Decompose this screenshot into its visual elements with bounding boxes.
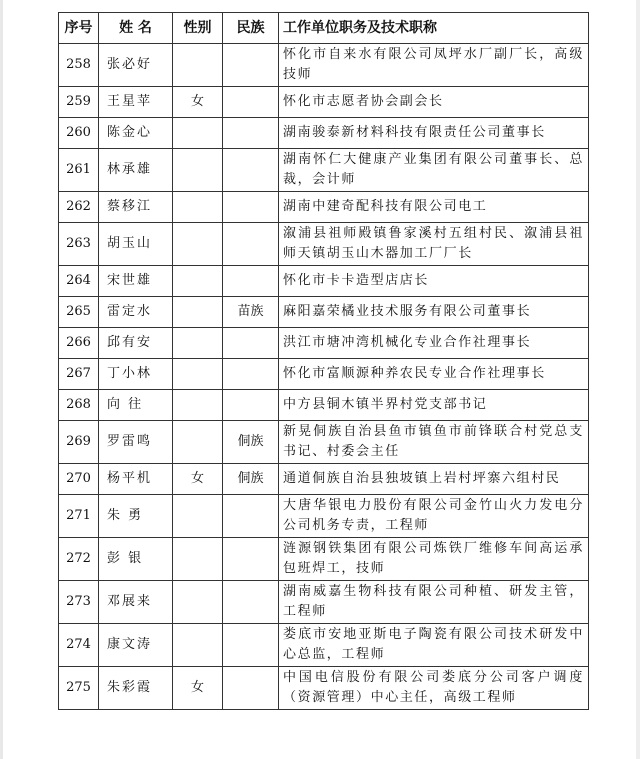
cell-name: 彭 银 bbox=[99, 538, 173, 581]
cell-num: 273 bbox=[59, 581, 99, 624]
cell-ethnicity bbox=[223, 87, 279, 118]
cell-ethnicity bbox=[223, 624, 279, 667]
cell-gender: 女 bbox=[173, 87, 223, 118]
table-row bbox=[59, 624, 589, 667]
cell-num: 264 bbox=[59, 266, 99, 297]
cell-ethnicity bbox=[223, 390, 279, 421]
cell-ethnicity bbox=[223, 495, 279, 538]
cell-gender bbox=[173, 44, 223, 87]
cell-gender bbox=[173, 297, 223, 328]
cell-name: 朱彩霞 bbox=[99, 667, 173, 710]
cell-num: 265 bbox=[59, 297, 99, 328]
cell-job: 怀化市自来水有限公司凤坪水厂副厂长，高级技师 bbox=[279, 44, 589, 87]
cell-gender bbox=[173, 624, 223, 667]
cell-job: 娄底市安地亚斯电子陶瓷有限公司技术研发中心总监，工程师 bbox=[279, 624, 589, 667]
table-row bbox=[59, 118, 589, 149]
table-header-row bbox=[59, 13, 589, 44]
cell-name: 康文涛 bbox=[99, 624, 173, 667]
cell-ethnicity bbox=[223, 44, 279, 87]
cell-job: 洪江市塘冲湾机械化专业合作社理事长 bbox=[279, 328, 589, 359]
cell-gender bbox=[173, 223, 223, 266]
cell-gender bbox=[173, 192, 223, 223]
cell-ethnicity bbox=[223, 581, 279, 624]
cell-gender bbox=[173, 421, 223, 464]
cell-name: 朱 勇 bbox=[99, 495, 173, 538]
cell-name: 陈金心 bbox=[99, 118, 173, 149]
cell-num: 274 bbox=[59, 624, 99, 667]
cell-ethnicity: 侗族 bbox=[223, 464, 279, 495]
table-row bbox=[59, 192, 589, 223]
cell-num: 267 bbox=[59, 359, 99, 390]
cell-ethnicity bbox=[223, 266, 279, 297]
cell-job: 大唐华银电力股份有限公司金竹山火力发电分公司机务专责，工程师 bbox=[279, 495, 589, 538]
cell-gender: 女 bbox=[173, 667, 223, 710]
page-edge-right bbox=[636, 0, 640, 759]
cell-gender bbox=[173, 266, 223, 297]
cell-num: 269 bbox=[59, 421, 99, 464]
roster-table bbox=[58, 12, 589, 710]
cell-ethnicity bbox=[223, 328, 279, 359]
cell-ethnicity bbox=[223, 667, 279, 710]
cell-name: 邱有安 bbox=[99, 328, 173, 359]
table-row bbox=[59, 266, 589, 297]
cell-num: 260 bbox=[59, 118, 99, 149]
cell-ethnicity bbox=[223, 149, 279, 192]
table-row bbox=[59, 538, 589, 581]
table-row bbox=[59, 495, 589, 538]
cell-ethnicity bbox=[223, 538, 279, 581]
cell-job: 怀化市卡卡造型店店长 bbox=[279, 266, 589, 297]
cell-ethnicity: 苗族 bbox=[223, 297, 279, 328]
cell-job: 湖南怀仁大健康产业集团有限公司董事长、总裁，会计师 bbox=[279, 149, 589, 192]
cell-name: 林承雄 bbox=[99, 149, 173, 192]
cell-gender bbox=[173, 495, 223, 538]
cell-job: 麻阳嘉荣橘业技术服务有限公司董事长 bbox=[279, 297, 589, 328]
table-row bbox=[59, 464, 589, 495]
table-row bbox=[59, 421, 589, 464]
table-row bbox=[59, 87, 589, 118]
cell-name: 张必好 bbox=[99, 44, 173, 87]
cell-job: 湖南威嘉生物科技有限公司种植、研发主管，工程师 bbox=[279, 581, 589, 624]
page-edge-left bbox=[0, 0, 3, 759]
table-row bbox=[59, 44, 589, 87]
cell-num: 262 bbox=[59, 192, 99, 223]
cell-name: 王星苹 bbox=[99, 87, 173, 118]
cell-name: 邓展来 bbox=[99, 581, 173, 624]
cell-name: 罗雷鸣 bbox=[99, 421, 173, 464]
cell-gender bbox=[173, 359, 223, 390]
cell-num: 259 bbox=[59, 87, 99, 118]
cell-job: 湖南骏泰新材料科技有限责任公司董事长 bbox=[279, 118, 589, 149]
cell-num: 268 bbox=[59, 390, 99, 421]
table-row bbox=[59, 667, 589, 710]
cell-job: 怀化市志愿者协会副会长 bbox=[279, 87, 589, 118]
cell-num: 263 bbox=[59, 223, 99, 266]
cell-gender bbox=[173, 328, 223, 359]
header-num: 序号 bbox=[59, 13, 99, 44]
cell-job: 涟源钢铁集团有限公司炼铁厂维修车间高运承包班焊工，技师 bbox=[279, 538, 589, 581]
cell-name: 向 往 bbox=[99, 390, 173, 421]
cell-num: 272 bbox=[59, 538, 99, 581]
cell-ethnicity bbox=[223, 359, 279, 390]
cell-name: 胡玉山 bbox=[99, 223, 173, 266]
table-row bbox=[59, 297, 589, 328]
cell-job: 湖南中建奇配科技有限公司电工 bbox=[279, 192, 589, 223]
cell-gender bbox=[173, 581, 223, 624]
cell-name: 雷定水 bbox=[99, 297, 173, 328]
cell-job: 怀化市富顺源种养农民专业合作社理事长 bbox=[279, 359, 589, 390]
cell-job: 中国电信股份有限公司娄底分公司客户调度（资源管理）中心主任，高级工程师 bbox=[279, 667, 589, 710]
header-name: 姓 名 bbox=[99, 13, 173, 44]
header-gender: 性别 bbox=[173, 13, 223, 44]
cell-num: 261 bbox=[59, 149, 99, 192]
cell-ethnicity bbox=[223, 118, 279, 149]
header-job: 工作单位职务及技术职称 bbox=[279, 13, 589, 44]
cell-name: 宋世雄 bbox=[99, 266, 173, 297]
cell-ethnicity: 侗族 bbox=[223, 421, 279, 464]
table-row bbox=[59, 328, 589, 359]
cell-num: 275 bbox=[59, 667, 99, 710]
cell-gender bbox=[173, 118, 223, 149]
cell-num: 266 bbox=[59, 328, 99, 359]
cell-gender bbox=[173, 538, 223, 581]
cell-job: 新晃侗族自治县鱼市镇鱼市前锋联合村党总支书记、村委会主任 bbox=[279, 421, 589, 464]
cell-num: 258 bbox=[59, 44, 99, 87]
cell-gender: 女 bbox=[173, 464, 223, 495]
cell-job: 中方县铜木镇半界村党支部书记 bbox=[279, 390, 589, 421]
cell-name: 杨平机 bbox=[99, 464, 173, 495]
table-row bbox=[59, 390, 589, 421]
cell-job: 溆浦县祖师殿镇鲁家溪村五组村民、溆浦县祖师天镇胡玉山木器加工厂厂长 bbox=[279, 223, 589, 266]
cell-gender bbox=[173, 390, 223, 421]
table-row bbox=[59, 149, 589, 192]
table-row bbox=[59, 581, 589, 624]
cell-num: 270 bbox=[59, 464, 99, 495]
cell-ethnicity bbox=[223, 223, 279, 266]
cell-job: 通道侗族自治县独坡镇上岩村坪寨六组村民 bbox=[279, 464, 589, 495]
cell-gender bbox=[173, 149, 223, 192]
cell-ethnicity bbox=[223, 192, 279, 223]
cell-name: 丁小林 bbox=[99, 359, 173, 390]
cell-name: 蔡移江 bbox=[99, 192, 173, 223]
cell-num: 271 bbox=[59, 495, 99, 538]
table-row bbox=[59, 359, 589, 390]
table-row bbox=[59, 223, 589, 266]
header-ethnicity: 民族 bbox=[223, 13, 279, 44]
